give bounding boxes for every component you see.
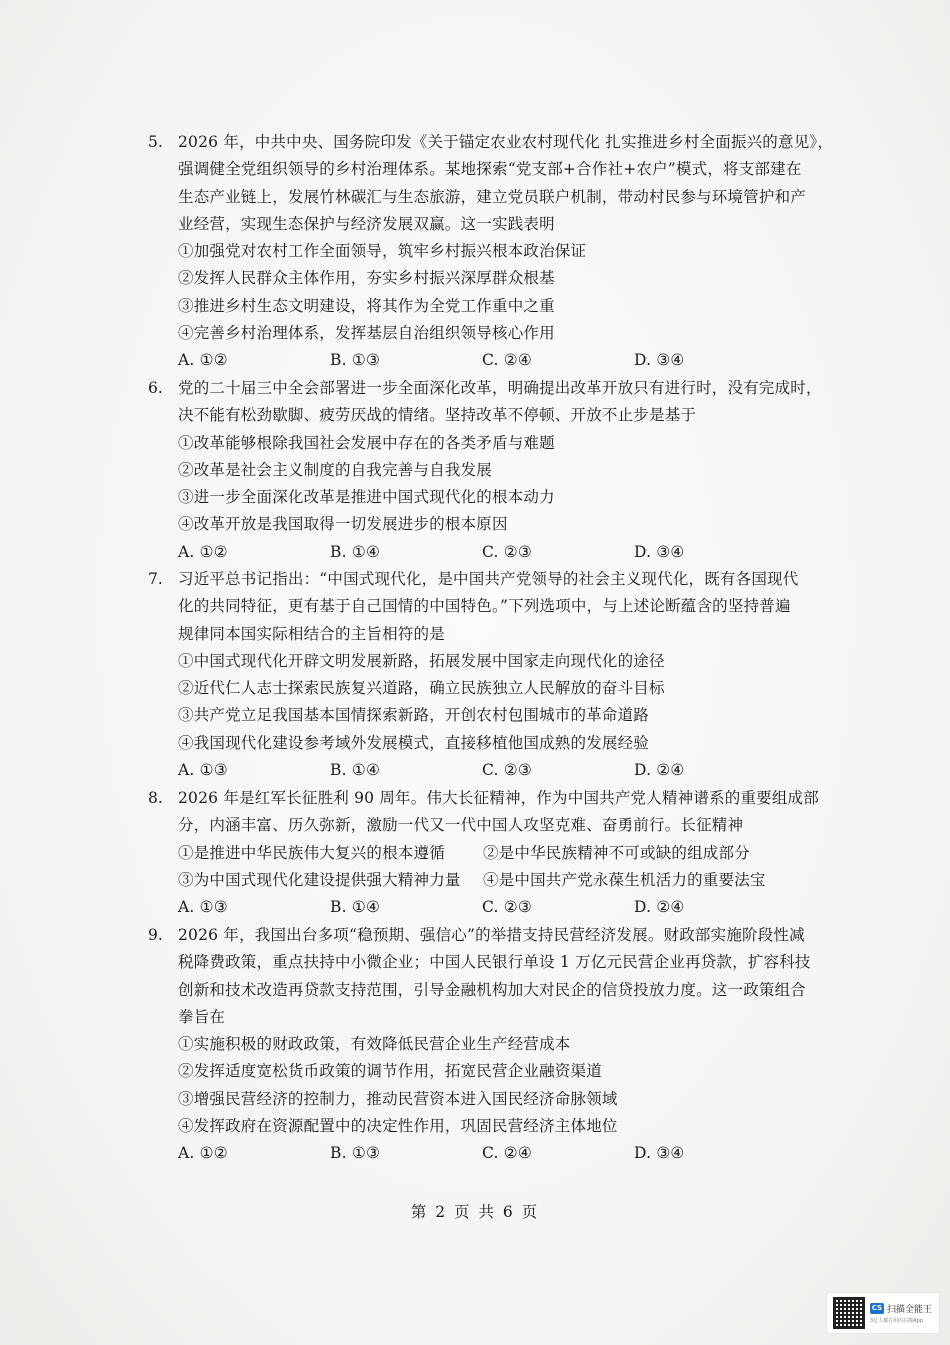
statement-2: ②发挥适度宽松货币政策的调节作用，拓宽民营企业融资渠道 bbox=[178, 1062, 602, 1081]
stem-line: 规律同本国实际相结合的主旨相符的是 bbox=[178, 624, 445, 643]
statement-pair bbox=[178, 867, 788, 894]
statement-2: ②改革是社会主义制度的自我完善与自我发展 bbox=[178, 460, 493, 479]
statement-1: ①中国式现代化开辟文明发展新路，拓展发展中国家走向现代化的途径 bbox=[178, 651, 665, 670]
watermark-subtitle: 3亿人都在用的扫描App bbox=[870, 1318, 923, 1324]
option-d: D. ②④ bbox=[634, 898, 685, 917]
question-6 bbox=[148, 375, 822, 566]
statement-3: ③为中国式现代化建设提供强大精神力量 bbox=[178, 870, 461, 889]
question-7 bbox=[148, 566, 799, 784]
option-a: A. ①② bbox=[178, 542, 228, 561]
stem-line: 习近平总书记指出：“中国式现代化，是中国共产党领导的社会主义现代化，既有各国现代 bbox=[178, 570, 799, 588]
statement-2: ②发挥人民群众主体作用，夯实乡村振兴深厚群众根基 bbox=[178, 269, 555, 288]
stem-line: 2026 年是红军长征胜利 90 周年。伟大长征精神，作为中国共产党人精神谱系的重要组成部 bbox=[178, 789, 819, 807]
stem-line: 化的共同特征，更有基于自己国情的中国特色。”下列选项中，与上述论断蕴含的坚持普遍 bbox=[178, 597, 791, 616]
statement-4: ④发挥政府在资源配置中的决定性作用，巩固民营经济主体地位 bbox=[178, 1117, 618, 1136]
option-c: C. ②③ bbox=[482, 898, 532, 917]
option-b: B. ①④ bbox=[330, 761, 381, 780]
statement-3: ③增强民营经济的控制力，推动民营资本进入国民经济命脉领域 bbox=[178, 1089, 618, 1108]
stem-line: 业经营，实现生态保护与经济发展双赢。这一实践表明 bbox=[178, 214, 555, 233]
camscanner-logo-icon: CS bbox=[871, 1304, 883, 1312]
question-body bbox=[178, 129, 834, 375]
question-number: 5. bbox=[148, 133, 163, 151]
answer-options bbox=[178, 539, 788, 566]
stem-line: 分，内涵丰富、历久弥新，激励一代又一代中国人攻坚克难、奋勇前行。长征精神 bbox=[178, 816, 744, 835]
option-a: A. ①② bbox=[178, 351, 228, 370]
statement-pair bbox=[178, 840, 788, 867]
statement-2: ②是中华民族精神不可或缺的组成部分 bbox=[483, 843, 750, 862]
statement-4: ④改革开放是我国取得一切发展进步的根本原因 bbox=[178, 515, 508, 534]
answer-options bbox=[178, 347, 788, 374]
question-body bbox=[178, 375, 822, 566]
question-number: 9. bbox=[148, 926, 163, 944]
option-b: B. ①③ bbox=[330, 351, 381, 370]
answer-options bbox=[178, 1140, 788, 1167]
statement-3: ③共产党立足我国基本国情探索新路，开创农村包围城市的革命道路 bbox=[178, 706, 650, 725]
statement-1: ①是推进中华民族伟大复兴的根本遵循 bbox=[178, 843, 445, 862]
option-d: D. ③④ bbox=[634, 1144, 685, 1163]
option-c: C. ②④ bbox=[482, 351, 532, 370]
stem-line: 2026 年，我国出台多项“稳预期、强信心”的举措支持民营经济发展。财政部实施阶段性减 bbox=[178, 926, 805, 944]
question-8 bbox=[148, 785, 819, 921]
stem-line: 决不能有松劲歇脚、疲劳厌战的情绪。坚持改革不停顿、开放不止步是基于 bbox=[178, 406, 697, 425]
option-c: C. ②③ bbox=[482, 761, 532, 780]
question-5 bbox=[148, 129, 834, 375]
question-number: 6. bbox=[148, 379, 163, 397]
option-d: D. ③④ bbox=[634, 542, 685, 561]
answer-options bbox=[178, 894, 788, 921]
watermark-title: 扫描全能王 bbox=[887, 1305, 933, 1315]
option-a: A. ①③ bbox=[178, 898, 228, 917]
option-a: A. ①③ bbox=[178, 761, 228, 780]
scanner-watermark bbox=[826, 1292, 940, 1334]
statement-1: ①实施积极的财政政策，有效降低民营企业生产经营成本 bbox=[178, 1035, 571, 1054]
statement-3: ③推进乡村生态文明建设，将其作为全党工作重中之重 bbox=[178, 296, 555, 315]
question-body bbox=[178, 566, 799, 784]
statement-1: ①改革能够根除我国社会发展中存在的各类矛盾与难题 bbox=[178, 433, 555, 452]
statement-1: ①加强党对农村工作全面领导，筑牢乡村振兴根本政治保证 bbox=[178, 242, 587, 261]
stem-line: 拳旨在 bbox=[178, 1007, 226, 1026]
stem-line: 税降费政策，重点扶持中小微企业；中国人民银行单设 1 万亿元民营企业再贷款，扩容科技 bbox=[178, 953, 811, 972]
question-number: 7. bbox=[148, 570, 163, 588]
question-body bbox=[178, 922, 811, 1168]
question-body bbox=[178, 785, 819, 921]
option-b: B. ①④ bbox=[330, 542, 381, 561]
stem-line: 2026 年，中共中央、国务院印发《关于锚定农业农村现代化 扎实推进乡村全面振兴的意见》， bbox=[178, 133, 834, 151]
option-b: B. ①③ bbox=[330, 1144, 381, 1163]
statement-3: ③进一步全面深化改革是推进中国式现代化的根本动力 bbox=[178, 488, 555, 507]
question-number: 8. bbox=[148, 789, 163, 807]
stem-line: 创新和技术改造再贷款支持范围，引导金融机构加大对民企的信贷投放力度。这一政策组合 bbox=[178, 980, 807, 999]
stem-line: 强调健全党组织领导的乡村治理体系。某地探索“党支部+合作社+农户”模式，将支部建在 bbox=[178, 160, 802, 179]
page-number: 第 2 页 共 6 页 bbox=[410, 1203, 540, 1221]
question-9 bbox=[148, 922, 811, 1168]
statement-4: ④是中国共产党永葆生机活力的重要法宝 bbox=[483, 870, 766, 889]
option-c: C. ②③ bbox=[482, 542, 532, 561]
statement-4: ④完善乡村治理体系，发挥基层自治组织领导核心作用 bbox=[178, 324, 555, 343]
option-b: B. ①④ bbox=[330, 898, 381, 917]
option-d: D. ③④ bbox=[634, 351, 685, 370]
option-d: D. ②④ bbox=[634, 761, 685, 780]
statement-2: ②近代仁人志士探索民族复兴道路，确立民族独立人民解放的奋斗目标 bbox=[178, 679, 665, 698]
statement-4: ④我国现代化建设参考域外发展模式，直接移植他国成熟的发展经验 bbox=[178, 733, 650, 752]
stem-line: 生态产业链上，发展竹林碳汇与生态旅游，建立党员联户机制，带动村民参与环境管护和产 bbox=[178, 187, 807, 206]
answer-options bbox=[178, 757, 788, 784]
stem-line: 党的二十届三中全会部署进一步全面深化改革，明确提出改革开放只有进行时，没有完成时， bbox=[178, 379, 822, 397]
option-a: A. ①② bbox=[178, 1144, 228, 1163]
qr-code-icon bbox=[833, 1297, 865, 1329]
option-c: C. ②④ bbox=[482, 1144, 532, 1163]
watermark-text bbox=[870, 1302, 932, 1324]
